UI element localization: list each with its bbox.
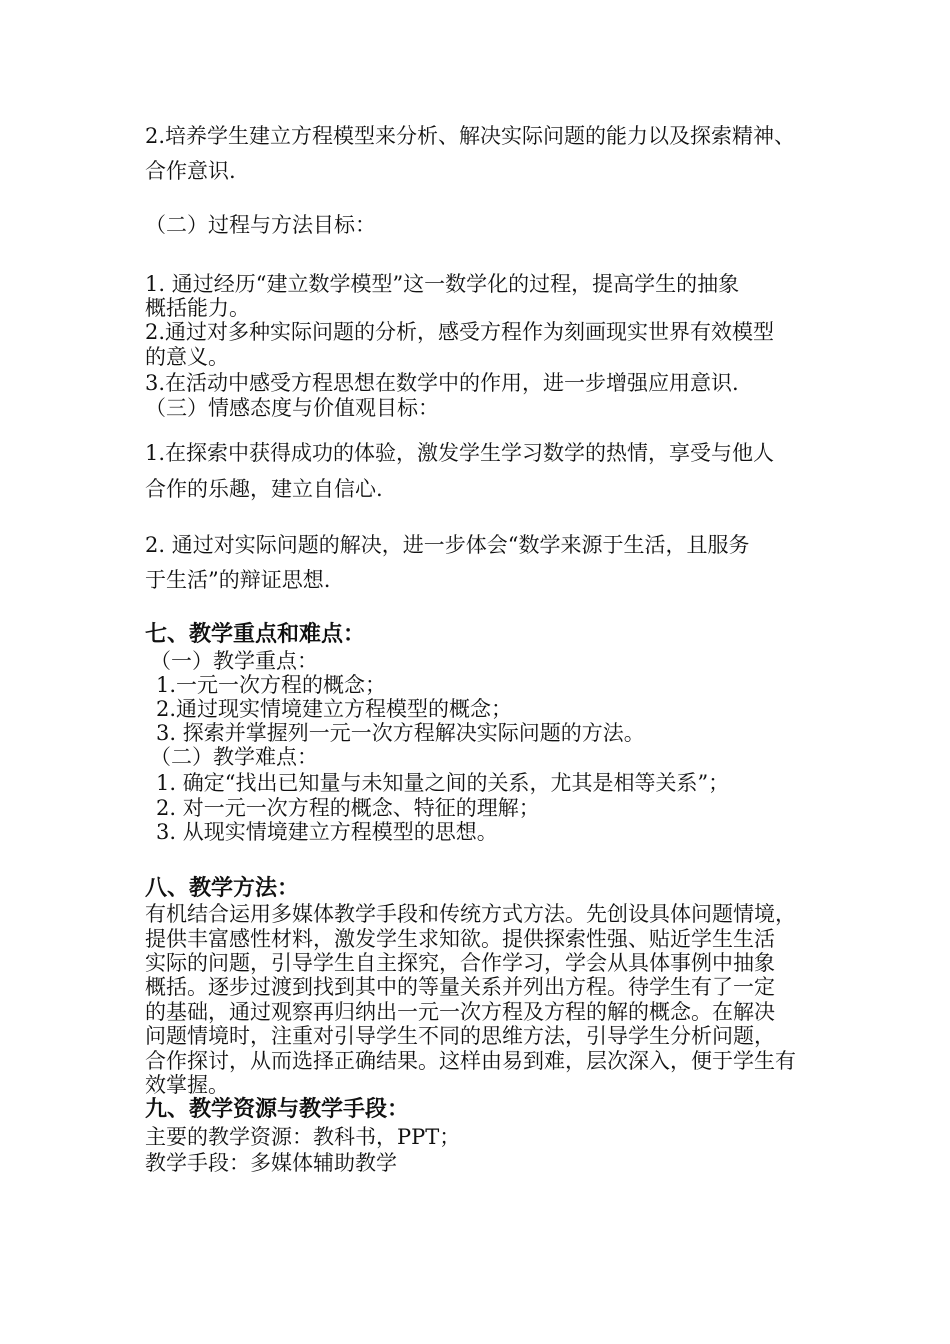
- process-item-2-line-2: 的意义。: [145, 345, 229, 369]
- process-method-heading: （二）过程与方法目标：: [145, 213, 376, 237]
- teaching-method-line: 效掌握。: [145, 1073, 229, 1097]
- difficult-point-item: 3. 从现实情境建立方程模型的思想。: [156, 820, 498, 844]
- key-point-item: 2.通过现实情境建立方程模型的概念；: [156, 697, 513, 721]
- emotion-values-heading: （三）情感态度与价值观目标：: [145, 396, 439, 420]
- teaching-method-line: 合作探讨，从而选择正确结果。这样由易到难，层次深入，便于学生有: [145, 1049, 796, 1073]
- teaching-method-line: 的基础，通过观察再归纳出一元一次方程及方程的解的概念。在解决: [145, 1000, 775, 1024]
- key-point-item: 1.一元一次方程的概念；: [156, 673, 387, 697]
- section-7-heading: 七、教学重点和难点：: [145, 622, 366, 647]
- process-item-1-line-1: 1. 通过经历“建立数学模型”这一数学化的过程，提高学生的抽象: [145, 272, 740, 296]
- difficult-point-item: 1. 确定“找出已知量与未知量之间的关系，尤其是相等关系”；: [156, 771, 730, 795]
- section-8-heading: 八、教学方法：: [145, 876, 300, 901]
- emotion-item-1-line-1: 1.在探索中获得成功的体验，激发学生学习数学的热情，享受与他人: [145, 441, 775, 465]
- key-points-heading: （一）教学重点：: [150, 649, 318, 673]
- emotion-item-2-line-1: 2. 通过对实际问题的解决，进一步体会“数学来源于生活，且服务: [145, 533, 750, 557]
- difficult-point-item: 2. 对一元一次方程的概念、特征的理解；: [156, 796, 540, 820]
- teaching-resources: 主要的教学资源：教科书，PPT；: [145, 1125, 461, 1149]
- teaching-method-line: 实际的问题，引导学生自主探究，合作学习，学会从具体事例中抽象: [145, 951, 775, 975]
- teaching-means: 教学手段：多媒体辅助教学: [145, 1151, 397, 1175]
- teaching-method-line: 问题情境时，注重对引导学生不同的思维方法，引导学生分析问题，: [145, 1024, 775, 1048]
- section-9-heading: 九、教学资源与教学手段：: [145, 1097, 410, 1122]
- key-point-item: 3. 探索并掌握列一元一次方程解决实际问题的方法。: [156, 721, 645, 745]
- emotion-item-2-line-2: 于生活”的辩证思想.: [145, 568, 331, 592]
- difficult-points-heading: （二）教学难点：: [150, 745, 318, 769]
- teaching-method-line: 有机结合运用多媒体教学手段和传统方式方法。先创设具体问题情境，: [145, 902, 796, 926]
- teaching-method-line: 概括。逐步过渡到找到其中的等量关系并列出方程。待学生有了一定: [145, 975, 775, 999]
- emotion-item-1-line-2: 合作的乐趣，建立自信心.: [145, 477, 383, 501]
- process-item-3: 3.在活动中感受方程思想在数学中的作用，进一步增强应用意识.: [145, 371, 739, 395]
- teaching-method-line: 提供丰富感性材料，激发学生求知欲。提供探索性强、贴近学生生活: [145, 927, 775, 951]
- process-item-1-line-2: 概括能力。: [145, 296, 250, 320]
- process-item-2-line-1: 2.通过对多种实际问题的分析，感受方程作为刻画现实世界有效模型: [145, 320, 775, 344]
- knowledge-item-2-line-1: 2.培养学生建立方程模型来分析、解决实际问题的能力以及探索精神、: [145, 124, 796, 148]
- knowledge-item-2-line-2: 合作意识.: [145, 159, 236, 183]
